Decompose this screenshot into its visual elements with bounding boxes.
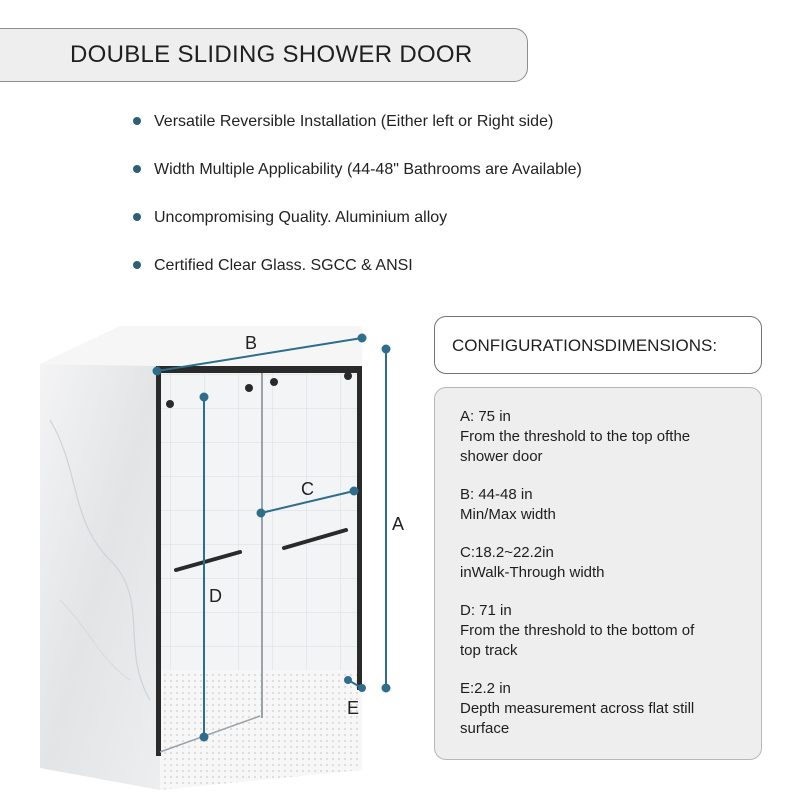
- dimension-desc: Min/Max width: [460, 506, 556, 523]
- dimension-endpoint: [359, 685, 365, 691]
- dimension-heading: D: 71 in: [460, 602, 512, 619]
- page-title: DOUBLE SLIDING SHOWER DOOR: [70, 41, 473, 68]
- dimension-endpoint: [383, 346, 390, 353]
- dimension-label-a: A: [392, 514, 405, 534]
- dimensions-list: [460, 407, 750, 757]
- dimension-desc: top track: [460, 642, 518, 659]
- dimension-entry-e: [460, 679, 750, 739]
- right-jamb: [357, 366, 362, 690]
- dimension-endpoint: [201, 394, 208, 401]
- dimension-desc: From the threshold to the top ofthe: [460, 428, 691, 445]
- feature-text: Certified Clear Glass. SGCC & ANSI: [154, 257, 413, 274]
- roller-icon: [270, 378, 278, 386]
- roller-icon: [166, 400, 174, 408]
- dimension-endpoint: [345, 677, 351, 683]
- dimension-heading: E:2.2 in: [460, 680, 511, 697]
- dimension-heading: B: 44-48 in: [460, 486, 533, 503]
- dimension-label-b: B: [245, 333, 258, 353]
- dimension-entry-b: [460, 485, 750, 525]
- dimension-label-d: D: [209, 586, 222, 606]
- dimension-heading: C:18.2~22.2in: [460, 544, 554, 561]
- dimension-desc: surface: [460, 720, 510, 737]
- feature-text: Width Multiple Applicability (44-48" Bathrooms are Available): [154, 161, 582, 178]
- dimension-endpoint: [383, 685, 390, 692]
- dimension-endpoint: [258, 510, 265, 517]
- config-title: CONFIGURATIONSDIMENSIONS:: [452, 336, 718, 355]
- roller-icon: [344, 372, 352, 380]
- dimension-heading: A: 75 in: [460, 408, 511, 425]
- dimension-desc: shower door: [460, 448, 543, 465]
- feature-text: Versatile Reversible Installation (Either left or Right side): [154, 113, 554, 130]
- dimension-desc: From the threshold to the bottom of: [460, 622, 695, 639]
- dimension-label-e: E: [347, 698, 360, 718]
- dimension-endpoint: [201, 734, 208, 741]
- dimension-entry-c: [460, 543, 750, 583]
- feature-text: Uncompromising Quality. Aluminium alloy: [154, 209, 448, 226]
- dimension-endpoint: [351, 488, 358, 495]
- left-jamb: [156, 366, 161, 756]
- dimension-label-c: C: [301, 479, 314, 499]
- dimension-endpoint: [359, 335, 366, 342]
- dimension-desc: Depth measurement across flat still: [460, 700, 695, 717]
- left-marble-wall: [40, 364, 160, 790]
- roller-icon: [245, 384, 253, 392]
- dimension-entry-a: [460, 407, 750, 467]
- dimension-desc: inWalk-Through width: [460, 564, 605, 581]
- dimension-endpoint: [154, 368, 161, 375]
- dimension-entry-d: [460, 601, 750, 661]
